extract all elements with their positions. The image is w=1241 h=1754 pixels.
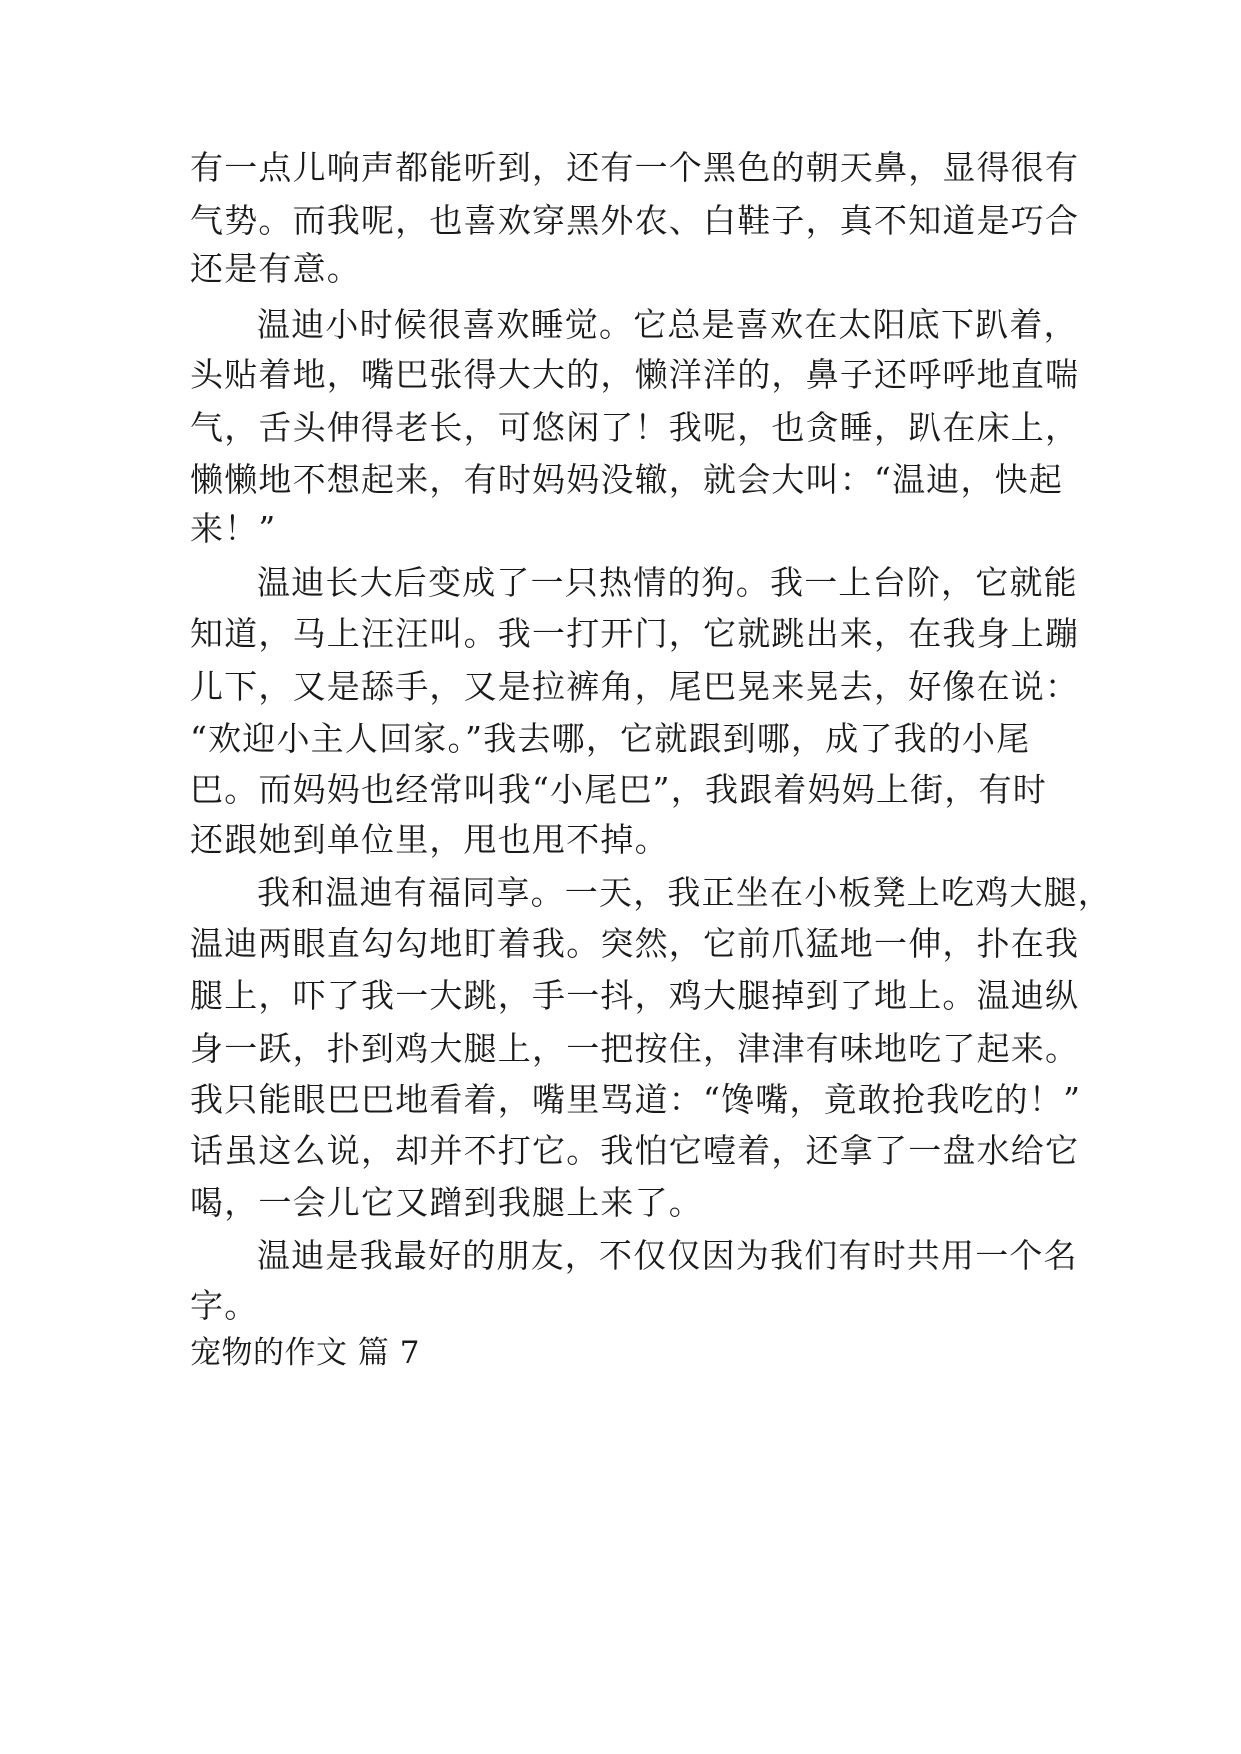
text-line: “欢迎小主人回家。”我去哪，它就跟到哪，成了我的小尾 [190,719,1031,758]
text-line: 喝，一会儿它又蹭到我腿上来了。 [190,1183,703,1222]
text-line: 身一跃，扑到鸡大腿上，一把按住，津津有味地吃了起来。 [190,1029,1080,1068]
text-line: 我只能眼巴巴地看着，嘴里骂道：“馋嘴，竟敢抢我吃的！” [190,1080,1082,1119]
text-line: 温迪长大后变成了一只热情的狗。我一上台阶，它就能 [257,563,1078,602]
text-line: 气势。而我呢，也喜欢穿黑外农、白鞋子，真不知道是巧合 [190,201,1080,240]
text-line: 话虽这么说，却并不打它。我怕它噎着，还拿了一盘水给它 [190,1131,1080,1170]
section-heading: 宠物的作文 篇 7 [190,1335,420,1371]
text-line: 知道，马上汪汪叫。我一打开门，它就跳出来，在我身上蹦 [190,614,1080,653]
text-line: 腿上，吓了我一大跳，手一抖，鸡大腿掉到了地上。温迪纵 [190,976,1080,1015]
text-line: 来！” [190,509,277,548]
text-line: 懒懒地不想起来，有时妈妈没辙，就会大叫：“温迪，快起 [190,460,1064,499]
text-line: 温迪是我最好的朋友，不仅仅因为我们有时共用一个名 [257,1236,1078,1275]
text-line: 字。 [190,1286,259,1325]
text-line: 温迪小时候很喜欢睡觉。它总是喜欢在太阳底下趴着， [257,305,1078,344]
text-line: 气，舌头伸得老长，可悠闲了！我呢，也贪睡，趴在床上， [190,408,1080,447]
text-line: 我和温迪有福同享。一天，我正坐在小板凳上吃鸡大腿， [257,873,1112,912]
text-line: 巴。而妈妈也经常叫我“小尾巴”，我跟着妈妈上街，有时 [190,770,1047,809]
text-line: 儿下，又是舔手，又是拉裤角，尾巴晃来晃去，好像在说： [190,667,1080,706]
text-line: 头贴着地，嘴巴张得大大的，懒洋洋的，鼻子还呼呼地直喘 [190,355,1080,394]
text-line: 有一点儿响声都能听到，还有一个黑色的朝天鼻，显得很有 [190,148,1080,187]
text-line: 还是有意。 [190,249,361,288]
text-line: 温迪两眼直勾勾地盯着我。突然，它前爪猛地一伸，扑在我 [190,924,1080,963]
text-line: 还跟她到单位里，甩也甩不掉。 [190,820,669,859]
